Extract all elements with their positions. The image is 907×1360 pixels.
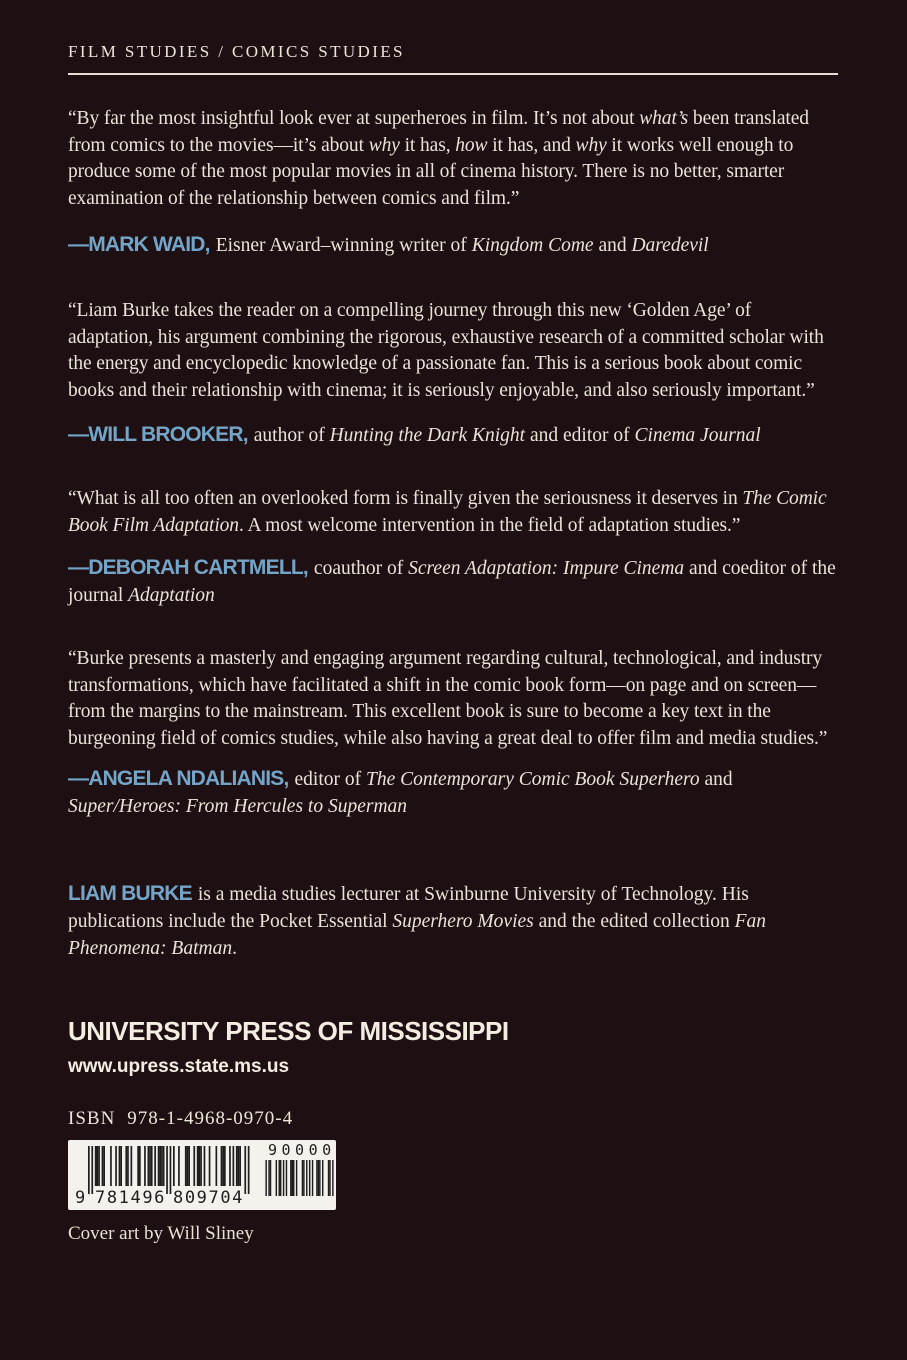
barcode-group1: 781496 bbox=[95, 1188, 167, 1208]
review-quote-text: “Liam Burke takes the reader on a compelling journey through this new ‘Golden Age’ of adaptation, his argument combining the rigorous, exhaustive research of a committed scholar with the energy and encyclopedic knowledge of a passionate fan. This is a serious book about comic books and their relationship with cinema; it is seriously enjoyable, and also seriously important.” bbox=[68, 300, 824, 401]
isbn-label: ISBN bbox=[68, 1108, 116, 1129]
reviewer-name: —ANGELA NDALIANIS, bbox=[68, 767, 289, 790]
publisher-name: UNIVERSITY PRESS OF MISSISSIPPI bbox=[68, 1016, 509, 1046]
reviewer-name: —MARK WAID, bbox=[68, 233, 210, 256]
reviewer-credentials: editor of The Contemporary Comic Book Superhero and Super/Heroes: From Hercules to Superman bbox=[68, 769, 733, 817]
reviewer-name: —WILL BROOKER, bbox=[68, 423, 248, 446]
author-bio bbox=[68, 880, 838, 962]
review-attribution bbox=[68, 231, 838, 259]
reviewer-credentials: author of Hunting the Dark Knight and editor of Cinema Journal bbox=[253, 425, 761, 446]
isbn-value: 978-1-4968-0970-4 bbox=[127, 1108, 294, 1129]
category-label: FILM STUDIES / COMICS STUDIES bbox=[68, 42, 405, 61]
cover-art-credit: Cover art by Will Sliney bbox=[68, 1223, 254, 1244]
ean5-supplement-bars bbox=[265, 1160, 333, 1196]
review-quote-text: “Burke presents a masterly and engaging argument regarding cultural, technological, and industry transformations, which have facilitated a shift in the comic book form—on page and on screen—from the margins to the mainstream. This excellent book is sure to become a key text in the burgeoning field of comics studies, while also having a great deal to offer film and media studies.” bbox=[68, 648, 828, 749]
review-quote-text: “What is all too often an overlooked form is finally given the seriousness it deserves in The Comic Book Film Adaptation. A most welcome intervention in the field of adaptation studies.” bbox=[68, 488, 827, 536]
barcode-box bbox=[68, 1140, 336, 1210]
review-attribution bbox=[68, 765, 838, 820]
barcode-lead-digit: 9 bbox=[75, 1188, 86, 1208]
author-name: LIAM BURKE bbox=[68, 882, 192, 905]
ean13-barcode bbox=[68, 1140, 336, 1210]
review-quote-text: “By far the most insightful look ever at superheroes in film. It’s not about what’s been translated from comics to the movies—it’s about why it has, how it has, and why it works well enough to produce some of the most popular movies in all of cinema history. There is no better, smarter examination of the relationship between comics and film.” bbox=[68, 108, 809, 209]
author-bio-text: is a media studies lecturer at Swinburne University of Technology. His publications include the Pocket Essential Superhero Movies and the edited collection Fan Phenomena: Batman. bbox=[68, 884, 767, 959]
reviewer-name: —DEBORAH CARTMELL, bbox=[68, 556, 308, 579]
review-attribution bbox=[68, 554, 838, 609]
barcode-supplement-digits: 90000 bbox=[268, 1141, 336, 1159]
publisher-website: www.upress.state.ms.us bbox=[68, 1056, 290, 1077]
reviewer-credentials: coauthor of Screen Adaptation: Impure Cinema and coeditor of the journal Adaptation bbox=[68, 558, 836, 606]
review-attribution bbox=[68, 421, 838, 449]
isbn bbox=[68, 1108, 838, 1130]
ean13-bars bbox=[88, 1146, 250, 1194]
barcode-group2: 809704 bbox=[173, 1188, 245, 1208]
reviewer-credentials: Eisner Award–winning writer of Kingdom Come and Daredevil bbox=[215, 235, 709, 256]
header-rule bbox=[68, 73, 838, 75]
